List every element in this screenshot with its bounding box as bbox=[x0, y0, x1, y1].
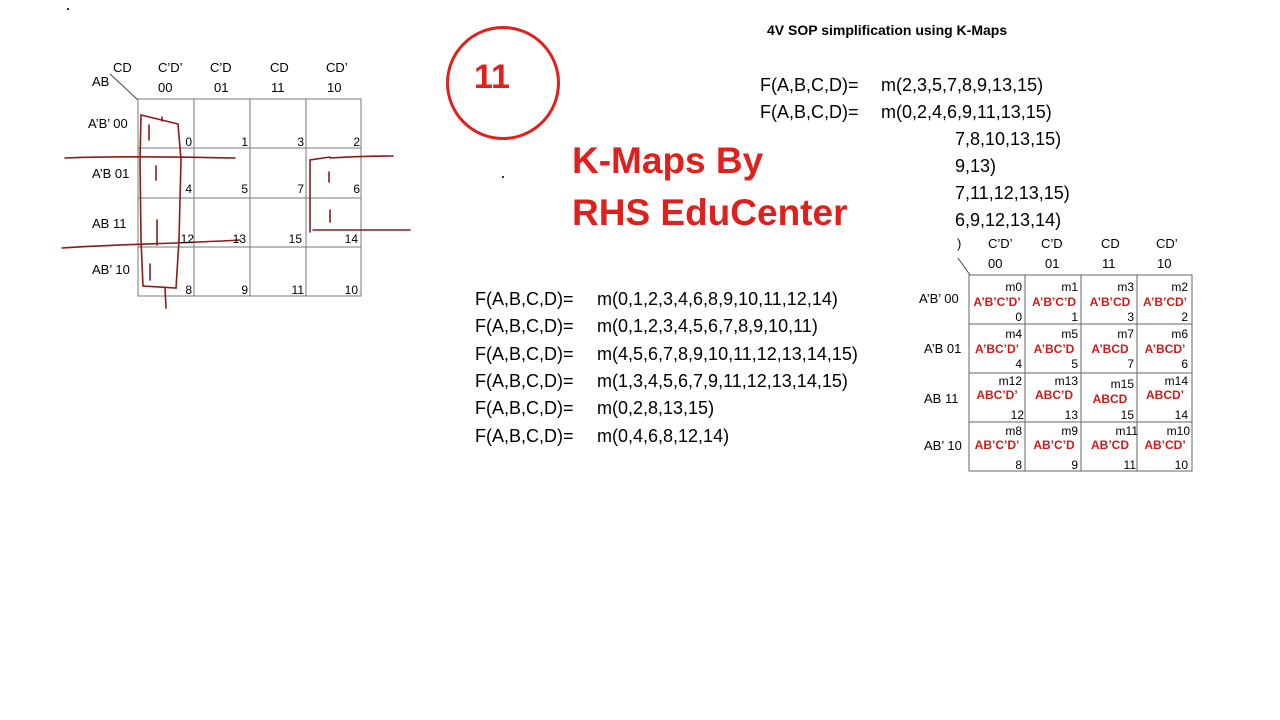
minterm-term: ABCD’ bbox=[1146, 388, 1184, 402]
kmap-left-row-header: A’B’ 00 bbox=[88, 116, 128, 131]
kmap-left-cell: 15 bbox=[288, 232, 302, 246]
kmap-left-cell: 10 bbox=[344, 283, 358, 297]
minterm-label: m3 bbox=[1117, 280, 1134, 294]
minterm-label: m15 bbox=[1110, 377, 1134, 391]
kmap-left-col-header: CD bbox=[270, 60, 289, 75]
corner-fragment: ) bbox=[957, 236, 962, 251]
kmap-right-col-code: 10 bbox=[1157, 256, 1172, 271]
kmap-left-row-header: AB’ 10 bbox=[92, 262, 130, 277]
minterm-term: A’B’C’D’ bbox=[973, 295, 1021, 309]
kmap-left-cell: 0 bbox=[185, 135, 192, 149]
page-title: 4V SOP simplification using K-Maps bbox=[767, 22, 1008, 38]
kmap-left-cell: 11 bbox=[291, 283, 304, 297]
kmap-left-col-code: 00 bbox=[158, 80, 173, 95]
minterm-label: m12 bbox=[998, 374, 1022, 388]
minterm-label: m7 bbox=[1117, 327, 1134, 341]
minterm-term: AB’C’D’ bbox=[974, 438, 1020, 452]
kmap-left-col-header: C’D bbox=[210, 60, 232, 75]
minterm-index: 6 bbox=[1181, 357, 1188, 371]
minterm-term: AB’CD bbox=[1091, 438, 1129, 452]
minterm-label: m14 bbox=[1164, 374, 1188, 388]
minterm-label: m6 bbox=[1171, 327, 1188, 341]
equation-rhs: 7,8,10,13,15) bbox=[955, 129, 1062, 149]
minterm-term: A’B’CD bbox=[1089, 295, 1131, 309]
minterm-label: m1 bbox=[1061, 280, 1078, 294]
minterm-index: 0 bbox=[1015, 310, 1022, 324]
kmap-left-cell: 5 bbox=[241, 182, 248, 196]
kmap-left-col-header: C’D’ bbox=[158, 60, 183, 75]
minterm-index: 8 bbox=[1015, 458, 1022, 472]
brand-line-1: K-Maps By bbox=[572, 140, 764, 181]
kmap-right-col-code: 11 bbox=[1102, 256, 1116, 271]
equation-lhs: F(A,B,C,D)= bbox=[760, 75, 859, 95]
minterm-term: A’BCD’ bbox=[1144, 342, 1186, 356]
minterm-label: m4 bbox=[1005, 327, 1022, 341]
equation-lhs: F(A,B,C,D)= bbox=[475, 371, 574, 391]
kmap-right-row-header: A’B 01 bbox=[924, 341, 962, 356]
kmap-left-row-var: AB bbox=[92, 74, 110, 89]
minterm-label: m11 bbox=[1115, 424, 1138, 438]
minterm-index: 15 bbox=[1120, 408, 1134, 422]
equation-lhs: F(A,B,C,D)= bbox=[475, 289, 574, 309]
kmap-right-row-header: AB 11 bbox=[924, 391, 959, 406]
kmap-right-col-header: CD bbox=[1101, 236, 1120, 251]
equation-rhs: m(0,2,8,13,15) bbox=[597, 398, 715, 418]
equation-rhs: 6,9,12,13,14) bbox=[955, 210, 1062, 230]
kmap-left-cell: 9 bbox=[241, 283, 248, 297]
kmap-left-cell: 6 bbox=[353, 182, 360, 196]
equation-lhs: F(A,B,C,D)= bbox=[475, 344, 574, 364]
brand-line-2: RHS EduCenter bbox=[572, 192, 848, 233]
minterm-index: 9 bbox=[1071, 458, 1078, 472]
minterm-index: 4 bbox=[1015, 357, 1022, 371]
kmap-right-row-header: A’B’ 00 bbox=[919, 291, 959, 306]
kmap-left-col-header: CD’ bbox=[326, 60, 348, 75]
minterm-label: m10 bbox=[1166, 424, 1190, 438]
equation-lhs: F(A,B,C,D)= bbox=[475, 426, 574, 446]
minterm-label: m0 bbox=[1005, 280, 1022, 294]
kmap-left-col-code: 01 bbox=[214, 80, 229, 95]
equation-rhs: m(0,1,2,3,4,5,6,7,8,9,10,11) bbox=[597, 316, 818, 336]
minterm-term: A’B’CD’ bbox=[1142, 295, 1187, 309]
kmap-left-col-var: CD bbox=[113, 60, 132, 75]
kmap-left-row-header: A’B 01 bbox=[92, 166, 130, 181]
minterm-term: AB’C’D bbox=[1033, 438, 1075, 452]
equation-rhs: m(0,2,4,6,9,11,13,15) bbox=[881, 102, 1052, 122]
kmap-left-row-header: AB 11 bbox=[92, 216, 127, 231]
minterm-index: 5 bbox=[1071, 357, 1078, 371]
minterm-term: ABC’D bbox=[1035, 388, 1073, 402]
minterm-label: m2 bbox=[1171, 280, 1188, 294]
equation-rhs: 9,13) bbox=[955, 156, 997, 176]
kmap-left-cell: 12 bbox=[180, 232, 194, 246]
equation-rhs: m(1,3,4,5,6,7,9,11,12,13,14,15) bbox=[597, 371, 848, 391]
kmap-left-col-code: 11 bbox=[271, 80, 285, 95]
kmap-left-cell: 4 bbox=[185, 182, 192, 196]
kmap-right-col-code: 00 bbox=[988, 256, 1003, 271]
minterm-index: 11 bbox=[1123, 458, 1136, 472]
minterm-label: m5 bbox=[1061, 327, 1078, 341]
kmap-left-cell: 8 bbox=[185, 283, 192, 297]
equation-lhs: F(A,B,C,D)= bbox=[760, 102, 859, 122]
equation-lhs: F(A,B,C,D)= bbox=[475, 316, 574, 336]
minterm-label: m13 bbox=[1054, 374, 1078, 388]
minterm-label: m9 bbox=[1061, 424, 1078, 438]
minterm-label: m8 bbox=[1005, 424, 1022, 438]
minterm-index: 12 bbox=[1010, 408, 1024, 422]
minterm-index: 10 bbox=[1174, 458, 1188, 472]
minterm-term: A’B’C’D bbox=[1031, 295, 1076, 309]
equation-rhs: m(0,4,6,8,12,14) bbox=[597, 426, 730, 446]
kmap-right-col-header: C’D bbox=[1041, 236, 1063, 251]
kmap-right-col-code: 01 bbox=[1045, 256, 1060, 271]
kmap-left-cell: 1 bbox=[241, 135, 248, 149]
minterm-term: ABC’D’ bbox=[976, 388, 1018, 402]
equation-lhs: F(A,B,C,D)= bbox=[475, 398, 574, 418]
equation-rhs: 7,11,12,13,15) bbox=[955, 183, 1070, 203]
minterm-index: 2 bbox=[1181, 310, 1188, 324]
kmap-left-col-code: 10 bbox=[327, 80, 342, 95]
kmap-left-cell: 14 bbox=[344, 232, 358, 246]
equation-rhs: m(4,5,6,7,8,9,10,11,12,13,14,15) bbox=[597, 344, 858, 364]
kmap-left-cell: 2 bbox=[353, 135, 360, 149]
kmap-left-cell: 3 bbox=[297, 135, 304, 149]
episode-number: 11 bbox=[474, 58, 510, 96]
minterm-term: A’BC’D’ bbox=[974, 342, 1019, 356]
kmap-right-col-header: CD’ bbox=[1156, 236, 1178, 251]
minterm-index: 1 bbox=[1071, 310, 1078, 324]
minterm-term: AB’CD’ bbox=[1144, 438, 1186, 452]
kmap-left-cell: 7 bbox=[297, 182, 304, 196]
minterm-index: 13 bbox=[1064, 408, 1078, 422]
minterm-term: A’BC’D bbox=[1033, 342, 1075, 356]
kmap-right-col-header: C’D’ bbox=[988, 236, 1013, 251]
minterm-index: 14 bbox=[1174, 408, 1188, 422]
kmap-left-cell: 13 bbox=[232, 232, 246, 246]
minterm-index: 3 bbox=[1127, 310, 1134, 324]
equation-rhs: m(0,1,2,3,4,6,8,9,10,11,12,14) bbox=[597, 289, 838, 309]
equation-rhs: m(2,3,5,7,8,9,13,15) bbox=[881, 75, 1044, 95]
kmap-right-row-header: AB’ 10 bbox=[924, 438, 962, 453]
minterm-term: ABCD bbox=[1092, 392, 1128, 406]
minterm-index: 7 bbox=[1127, 357, 1134, 371]
minterm-term: A’BCD bbox=[1091, 342, 1129, 356]
